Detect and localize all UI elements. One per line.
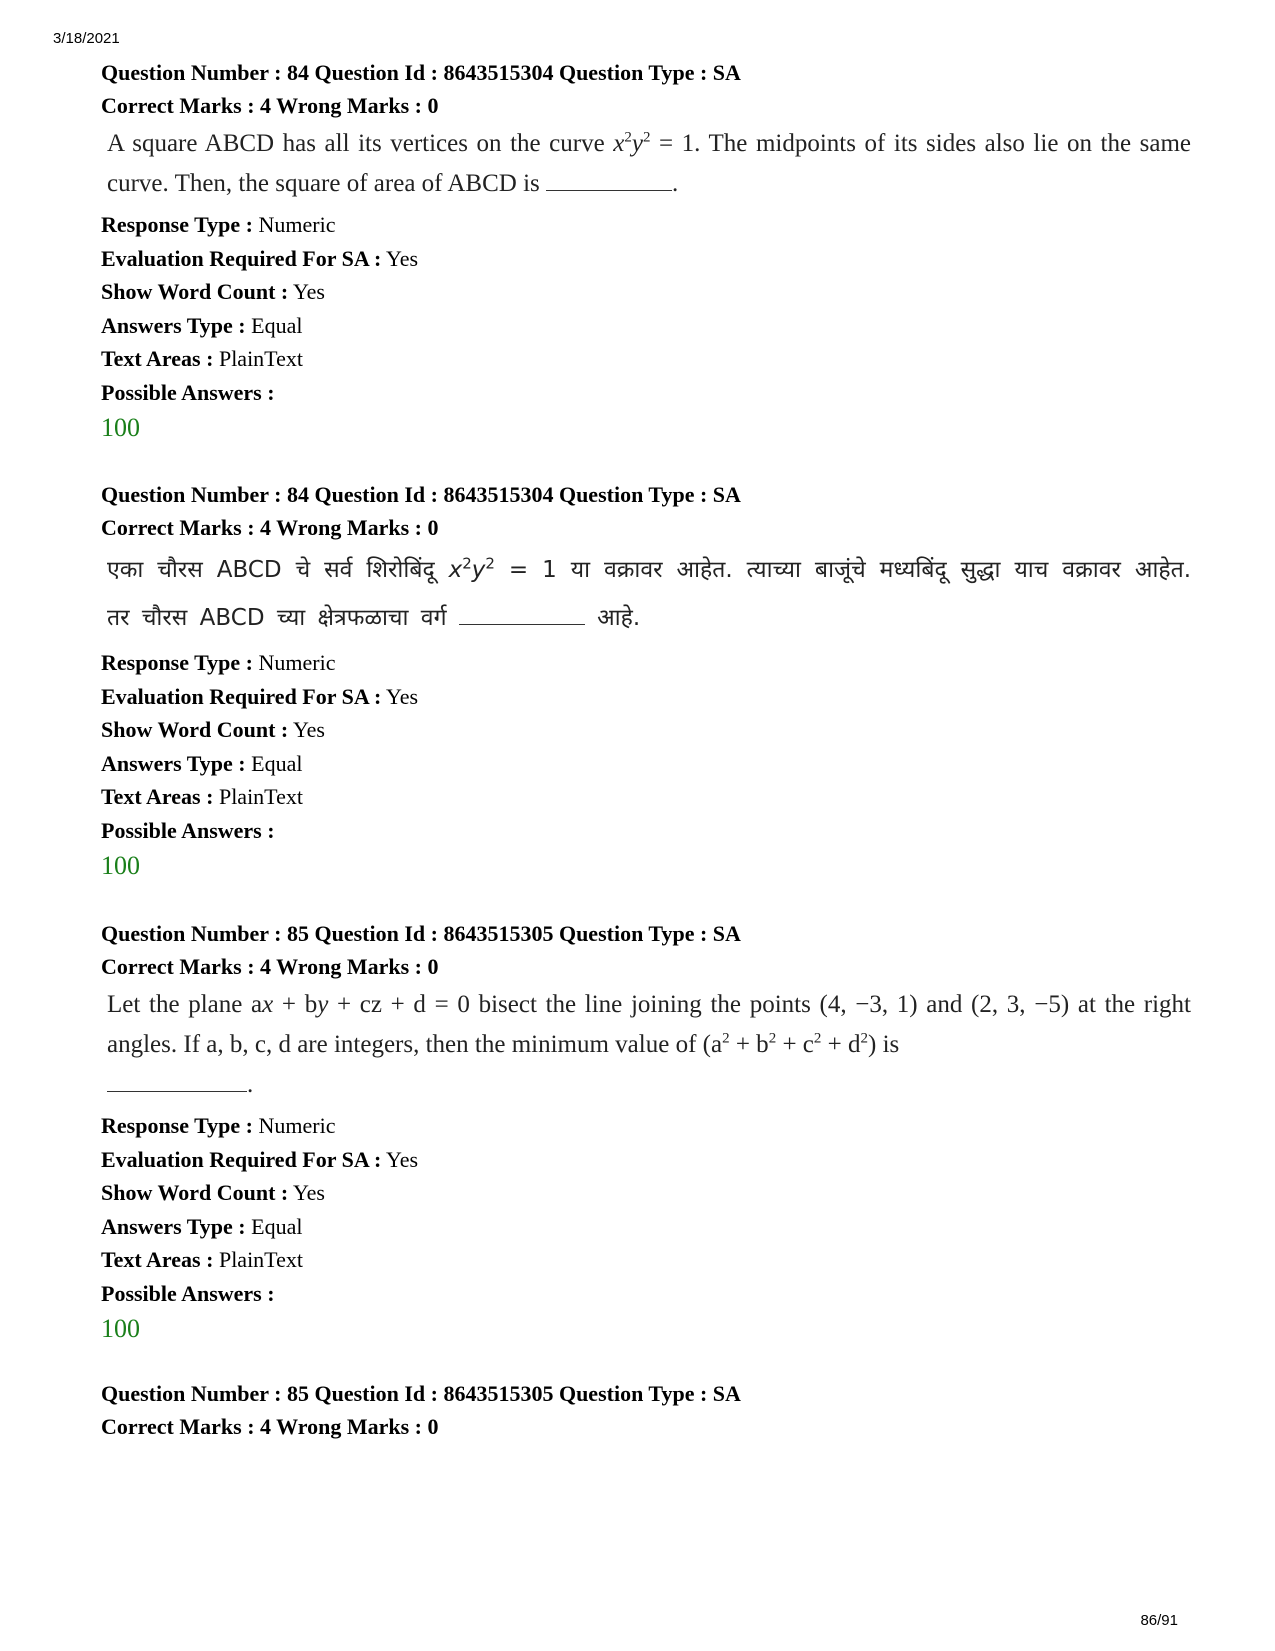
superscript: 2 (642, 129, 651, 146)
question-header: Question Number : 85 Question Id : 8643515305 Question Type : SA (101, 921, 741, 946)
meta-value: PlainText (218, 1247, 303, 1272)
possible-answer: 100 (101, 851, 140, 880)
meta-value: Numeric (258, 212, 336, 237)
meta-value: PlainText (218, 346, 303, 371)
question-text (107, 546, 1191, 642)
question-block-4 (101, 1377, 1191, 1443)
meta-value: Equal (251, 750, 303, 776)
math-eq: = 1 (494, 557, 557, 583)
response-type-row (101, 208, 1191, 242)
meta-value: Yes (292, 279, 325, 304)
meta-key: Evaluation Required For SA : (101, 683, 382, 709)
meta-key: Response Type : (101, 1113, 253, 1138)
question-text-part: A square ABCD has all its vertices on the curve (107, 130, 614, 157)
question-text-part: + b (273, 991, 318, 1018)
meta-value: Yes (386, 1146, 419, 1172)
question-text-part: + c (776, 1031, 814, 1058)
evaluation-row (101, 680, 1191, 714)
page-date: 3/18/2021 (53, 30, 120, 47)
text-areas-row (101, 1243, 1191, 1277)
meta-key: Text Areas : (101, 346, 214, 371)
marks-header: Correct Marks : 4 Wrong Marks : 0 (101, 515, 439, 540)
meta-key: Possible Answers : (101, 1280, 275, 1306)
question-header: Question Number : 85 Question Id : 8643515305 Question Type : SA (101, 1381, 741, 1406)
meta-key: Answers Type : (101, 312, 246, 338)
meta-value: Yes (292, 1180, 325, 1205)
question-text-part: . (247, 1071, 254, 1098)
meta-key: Response Type : (101, 650, 253, 675)
question-text-part: ) is (868, 1031, 900, 1058)
answer-blank (546, 189, 672, 191)
math-var: x (613, 130, 625, 157)
meta-key: Show Word Count : (101, 279, 289, 304)
meta-key: Show Word Count : (101, 1180, 289, 1205)
math-var: y (317, 991, 329, 1018)
answers-type-row (101, 309, 1191, 343)
meta-key: Evaluation Required For SA : (101, 1146, 382, 1172)
meta-value: PlainText (218, 784, 303, 809)
question-text-part: + b (729, 1031, 769, 1058)
evaluation-row (101, 242, 1191, 276)
meta-value: Yes (386, 245, 419, 271)
superscript: 2 (722, 1030, 730, 1047)
superscript: 2 (768, 1030, 777, 1047)
question-text-part: Let the plane a (107, 991, 263, 1018)
superscript: 2 (485, 554, 495, 573)
question-header: Question Number : 84 Question Id : 8643515304 Question Type : SA (101, 60, 741, 85)
superscript: 2 (624, 129, 632, 146)
meta-key: Evaluation Required For SA : (101, 245, 382, 271)
math-var: x (448, 557, 463, 583)
question-text-part: आहे. (584, 605, 641, 631)
answer-blank (107, 1090, 247, 1092)
meta-value: Numeric (258, 1113, 336, 1138)
possible-answers-row (101, 814, 1191, 848)
question-text (107, 985, 1191, 1105)
marks-header: Correct Marks : 4 Wrong Marks : 0 (101, 954, 439, 979)
question-text-part: + d (821, 1031, 861, 1058)
marks-header: Correct Marks : 4 Wrong Marks : 0 (101, 93, 439, 118)
meta-key: Possible Answers : (101, 379, 275, 405)
meta-value: Yes (386, 683, 419, 709)
question-text-part: + cz + d = 0 bisect the line joining the points (4, −3, 1) and (2, 3, −5) at the right angles. If a, b, c, d are integers, then the minimum value of (a (107, 991, 1192, 1058)
meta-key: Show Word Count : (101, 717, 289, 742)
question-text-part: एका चौरस ABCD चे सर्व शिरोबिंदू (107, 557, 449, 583)
answer-blank (459, 623, 585, 625)
math-var: y (631, 130, 643, 157)
evaluation-row (101, 1143, 1191, 1177)
superscript: 2 (813, 1030, 822, 1047)
possible-answers-row (101, 376, 1191, 410)
possible-answer: 100 (101, 1314, 140, 1343)
answers-type-row (101, 1210, 1191, 1244)
meta-value: Numeric (258, 650, 336, 675)
question-text-part: . (672, 170, 679, 197)
meta-key: Text Areas : (101, 1247, 214, 1272)
meta-value: Equal (251, 312, 303, 338)
meta-value: Equal (251, 1213, 303, 1239)
math-var: y (471, 557, 486, 583)
superscript: 2 (860, 1030, 868, 1047)
answers-type-row (101, 747, 1191, 781)
possible-answers-row (101, 1277, 1191, 1311)
question-block-1 (101, 56, 1191, 447)
meta-key: Answers Type : (101, 750, 246, 776)
superscript: 2 (462, 554, 472, 573)
response-type-row (101, 1109, 1191, 1143)
question-text (107, 124, 1191, 204)
question-header: Question Number : 84 Question Id : 8643515304 Question Type : SA (101, 482, 741, 507)
word-count-row (101, 713, 1191, 747)
page-number: 86/91 (1140, 1612, 1178, 1629)
meta-key: Answers Type : (101, 1213, 246, 1239)
math-eq: = 1. (650, 130, 701, 157)
meta-key: Text Areas : (101, 784, 214, 809)
word-count-row (101, 275, 1191, 309)
meta-key: Possible Answers : (101, 817, 275, 843)
math-var: x (262, 991, 274, 1018)
response-type-row (101, 646, 1191, 680)
question-text-part: The midpoints of its sides also lie on the same curve. Then, the square of area of ABCD is (107, 130, 1191, 197)
text-areas-row (101, 780, 1191, 814)
question-text-part: या वक्रावर आहेत. त्याच्या बाजूंचे मध्यबिंदू सुद्धा याच वक्रावर आहेत. तर चौरस ABCD च्या क्षेत्रफळाचा वर्ग (107, 557, 1192, 631)
meta-key: Response Type : (101, 212, 253, 237)
question-block-2 (101, 478, 1191, 885)
marks-header: Correct Marks : 4 Wrong Marks : 0 (101, 1414, 439, 1439)
word-count-row (101, 1176, 1191, 1210)
text-areas-row (101, 342, 1191, 376)
possible-answer: 100 (101, 413, 140, 442)
meta-value: Yes (292, 717, 325, 742)
question-block-3 (101, 917, 1191, 1348)
